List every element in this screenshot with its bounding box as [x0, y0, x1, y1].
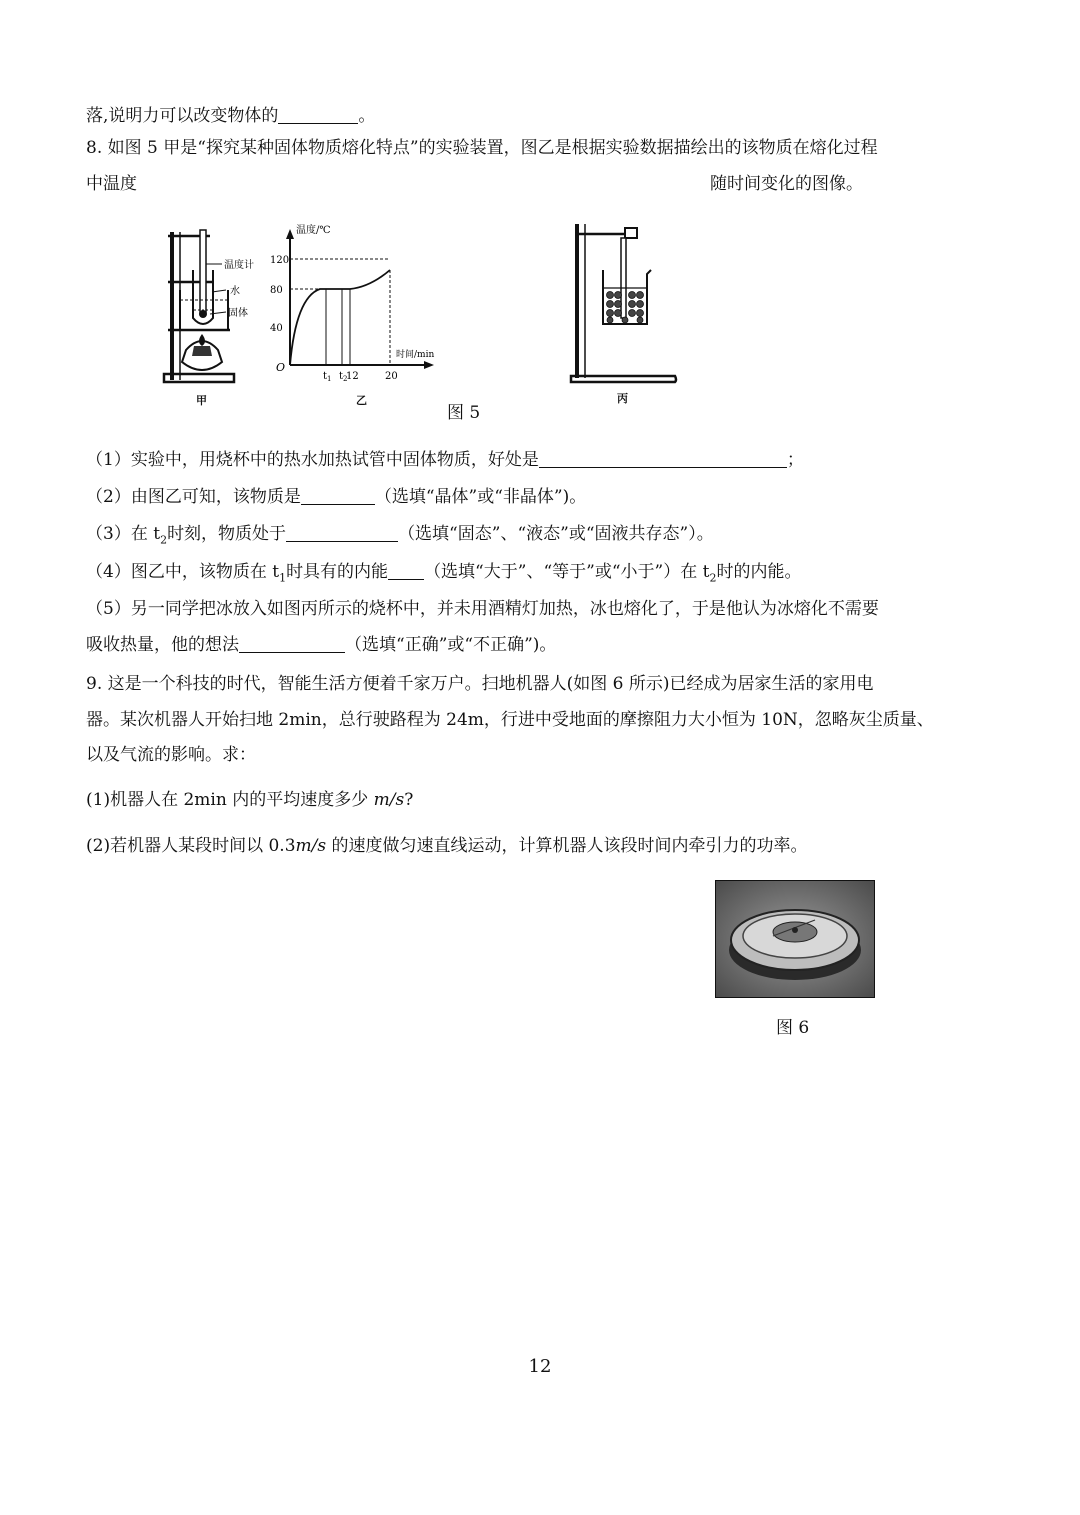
- y-tick-label: 120: [270, 255, 290, 266]
- question-9-part-2: [86, 834, 808, 858]
- text-fragment: (1)机器人在 2min 内的平均速度多少: [86, 790, 374, 810]
- question-8-line-1: [86, 136, 878, 160]
- label-bing: 丙: [617, 392, 628, 405]
- question-9-line-3: [86, 743, 256, 767]
- y-axis-arrow: [286, 229, 294, 239]
- text-fragment: 中温度: [86, 174, 137, 194]
- answer-blank[interactable]: [286, 523, 398, 542]
- text-fragment: 时的内能。: [716, 562, 802, 582]
- y-tick-label: 80: [270, 285, 283, 296]
- figure-jia-apparatus: [150, 222, 270, 407]
- answer-blank[interactable]: [388, 561, 424, 580]
- subscript: 2: [160, 533, 168, 547]
- label-solid: 固体: [228, 308, 248, 319]
- label-jia: 甲: [196, 394, 207, 407]
- figure-5-caption: 图 5: [447, 403, 481, 423]
- text-fragment: 8. 如图 5 甲是“探究某种固体物质熔化特点”的实验装置，图乙是根据实验数据描绘出的该物质在熔化过程: [86, 138, 878, 158]
- text-fragment: （选填“正确”或“不正确”)。: [345, 635, 557, 655]
- origin-label: O: [276, 361, 286, 374]
- question-8-line-2-right: [710, 172, 863, 196]
- y-tick-label: 40: [270, 323, 283, 334]
- text-fragment: （1）实验中，用烧杯中的热水加热试管中固体物质，好处是: [86, 450, 539, 470]
- figure-6-caption: 图 6: [776, 1018, 810, 1038]
- text-fragment: （5）另一同学把冰放入如图丙所示的烧杯中，并未用酒精灯加热，冰也熔化了，于是他认为冰熔化不需要: [86, 599, 879, 619]
- figure-yi-chart: [268, 215, 443, 390]
- sub-question-3: [86, 522, 714, 552]
- question-9-line-2: [86, 708, 934, 732]
- text-fragment: 的速度做匀速直线运动，计算机器人该段时间内牵引力的功率。: [326, 836, 808, 856]
- sub-question-5-line-2: [86, 633, 556, 657]
- label-yi: 乙: [356, 394, 367, 407]
- y-axis-label: 温度/℃: [296, 225, 331, 236]
- text-fragment: 时具有的内能: [286, 562, 389, 582]
- x-axis-arrow: [424, 361, 434, 369]
- question-8-line-2: [86, 172, 137, 196]
- text-fragment: （4）图乙中，该物质在 t: [86, 562, 280, 582]
- text-fragment: （2）由图乙可知，该物质是: [86, 487, 301, 507]
- label-water: 水: [230, 286, 240, 297]
- subscript: 2: [709, 571, 717, 585]
- sub-question-5-line-1: [86, 597, 879, 621]
- text-fragment: ；: [786, 450, 804, 470]
- sub-question-2: [86, 485, 586, 509]
- figure-6-robot-photo: [715, 880, 875, 998]
- answer-blank[interactable]: [301, 486, 375, 505]
- text-fragment: 时刻，物质处于: [167, 524, 287, 544]
- question-9-line-1: [86, 672, 874, 696]
- figure-bing-apparatus: [565, 218, 685, 388]
- unit: m/s: [295, 836, 327, 856]
- sub-question-1: [86, 448, 804, 472]
- answer-blank[interactable]: [278, 105, 358, 124]
- text-fragment: 。: [358, 106, 376, 126]
- answer-blank[interactable]: [539, 449, 787, 468]
- label-thermometer: 温度计: [224, 260, 254, 271]
- subscript: 1: [279, 571, 287, 585]
- text-fragment: （选填“大于”、“等于”或“小于”）在 t: [424, 562, 710, 582]
- text-fragment: （3）在 t: [86, 524, 161, 544]
- question-9-part-1: [86, 788, 413, 812]
- x-tick-label: 20: [385, 371, 398, 382]
- text-fragment: 落,说明力可以改变物体的: [86, 106, 279, 126]
- x-tick-label: $t_2$: [339, 371, 348, 383]
- text-fragment: ?: [404, 790, 414, 810]
- x-tick-label: $t_1$: [323, 371, 332, 383]
- text-fragment: （选填“固态”、“液态”或“固液共存态”）。: [398, 524, 714, 544]
- answer-blank[interactable]: [239, 634, 345, 653]
- x-axis-label: 时间/min: [396, 350, 435, 360]
- text-fragment: （选填“晶体”或“非晶体”)。: [374, 487, 587, 507]
- text-fragment: 吸收热量，他的想法: [86, 635, 239, 655]
- text-fragment: 以及气流的影响。求：: [86, 745, 256, 765]
- page-number: 12: [528, 1356, 552, 1377]
- text-line-0: [86, 104, 375, 128]
- unit: m/s: [373, 790, 405, 810]
- series-line: [290, 270, 390, 365]
- text-fragment: 器。某次机器人开始扫地 2min，总行驶路程为 24m，行进中受地面的摩擦阻力大小恒为 10N，忽略灰尘质量、: [86, 710, 934, 730]
- x-tick-label: 12: [346, 371, 359, 382]
- sub-question-4: [86, 560, 801, 590]
- text-fragment: 随时间变化的图像。: [710, 174, 863, 194]
- text-fragment: (2)若机器人某段时间以 0.3: [86, 836, 296, 856]
- text-fragment: 9. 这是一个科技的时代，智能生活方便着千家万户。扫地机器人(如图 6 所示)已经成为居家生活的家用电: [86, 674, 874, 694]
